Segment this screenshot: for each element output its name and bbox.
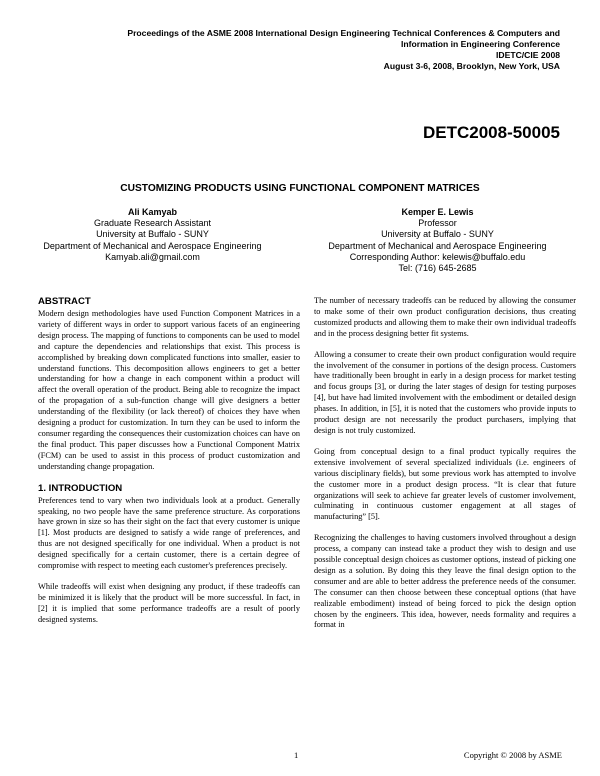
header-line-4: August 3-6, 2008, Brooklyn, New York, USA	[383, 61, 560, 71]
author-block-1	[30, 207, 275, 263]
abstract-heading: ABSTRACT	[38, 296, 91, 307]
author-name: Ali Kamyab	[127, 207, 178, 217]
author-department: Department of Mechanical and Aerospace Engineering	[43, 240, 262, 251]
header-line-3: IDETC/CIE 2008	[496, 50, 560, 60]
author-email: Kamyab.ali@gmail.com	[105, 251, 200, 262]
author-email: Corresponding Author: kelewis@buffalo.edu	[349, 251, 526, 262]
author-university: University at Buffalo - SUNY	[96, 229, 209, 240]
intro-paragraph: Preferences tend to vary when two individuals look at a product. Generally speaking, no two people have the same preference structure. As corporations have grown in size so has their sight on the fact that every customer is unique [1]. Most products are designed to satisfy a wide range of preferences, and thus are not designed specifically for one individual. When a product is not designed specifically for a certain customer, there is a certain degree of compromise with respect to meeting each customer's preferences precisely.	[38, 495, 300, 571]
copyright-notice: Copyright © 2008 by ASME	[463, 750, 562, 760]
author-name: Kemper E. Lewis	[401, 207, 474, 217]
left-column	[38, 296, 300, 636]
right-column	[314, 296, 576, 641]
author-phone: Tel: (716) 645-2685	[398, 263, 477, 274]
body-paragraph: Recognizing the challenges to having customers involved throughout a design process, a company can instead take a product they wish to design and use possible conceptual design choices as customer options, instead of picking one design as a solution. By doing this they leave the final design option to the consumer and are able to better address the preference needs of the consumer. The consumer can then choose between these conceptual options (that have realizable embodiment) instead of being forced to pick the design option chosen by the engineers. This idea, however, needs formality and requires a format in	[314, 533, 576, 630]
conference-header	[20, 28, 560, 72]
abstract-text: Modern design methodologies have used Function Component Matrices in a variety of different ways in order to support various facets of an engineering design process. The mapping of functions to components can be used to model and capture the dependencies and relationships that exist. This process is accomplished by breaking down complicated functions into smaller, easier to understand functions. This decomposition allows engineers to get a better understanding for how a change in each component within a product will affect the overall operation of the product. Being able to recognize the impact of the propagation of a sub-function change will give designers a better understanding of the flexibility (or lack thereof) of choices they have when designing a product for customization. In turn they can be used to inform the consumer regarding the consequences their customization choices can have on the final product. This paper discusses how a Functional Component Matrix (FCM) can be used to assist in this process of product customization and understanding change propagation.	[38, 309, 300, 471]
author-department: Department of Mechanical and Aerospace Engineering	[328, 240, 547, 251]
page-number: 1	[294, 750, 299, 760]
author-university: University at Buffalo - SUNY	[381, 229, 494, 240]
header-line-1: Proceedings of the ASME 2008 International Design Engineering Technical Conferences & Computers and	[127, 28, 560, 38]
intro-paragraph: While tradeoffs will exist when designing any product, if these tradeoffs can be minimized it is likely that the product will be more successful. In fact, in [2] it is implied that some performance tradeoffs are a result of poorly designed systems.	[38, 581, 300, 624]
introduction-heading: 1. INTRODUCTION	[38, 482, 123, 494]
header-line-2: Information in Engineering Conference	[401, 39, 560, 49]
body-paragraph: Going from conceptual design to a final product typically requires the extensive involvement of several specialized individuals (i.e. engineers of various disciplinary fields), but some previous work has attempted to involve the customer more in a product design process. “It is clear that future organizations will seek to achieve far greater levels of customer involvement, culminating in continuous customer engagement at all stages of manufacturing” [5].	[314, 446, 576, 522]
paper-title: CUSTOMIZING PRODUCTS USING FUNCTIONAL COMPONENT MATRICES	[120, 183, 480, 194]
paper-id: DETC2008-50005	[422, 123, 560, 142]
body-paragraph: The number of necessary tradeoffs can be reduced by allowing the consumer to make some of their own product configuration decisions, thus creating customized products and allowing them to make their own individual tradeoffs and in the process designing better fit systems.	[314, 296, 576, 338]
author-position: Graduate Research Assistant	[93, 218, 212, 229]
author-block-2	[305, 207, 570, 274]
author-position: Professor	[418, 218, 457, 229]
body-paragraph: Allowing a consumer to create their own product configuration would require the involvement of the consumer in portions of the design process. Customers have traditionally been brought in early in a design process for market testing and focus groups [3], or during the later stages of design for testing purposes [4], but have had limited involvement with the embodiment or detailed design phases. In addition, in [5], it is noted that the customers who provide inputs to product design are not necessarily the product purchasers, implying that design is not truly customized.	[314, 349, 576, 435]
